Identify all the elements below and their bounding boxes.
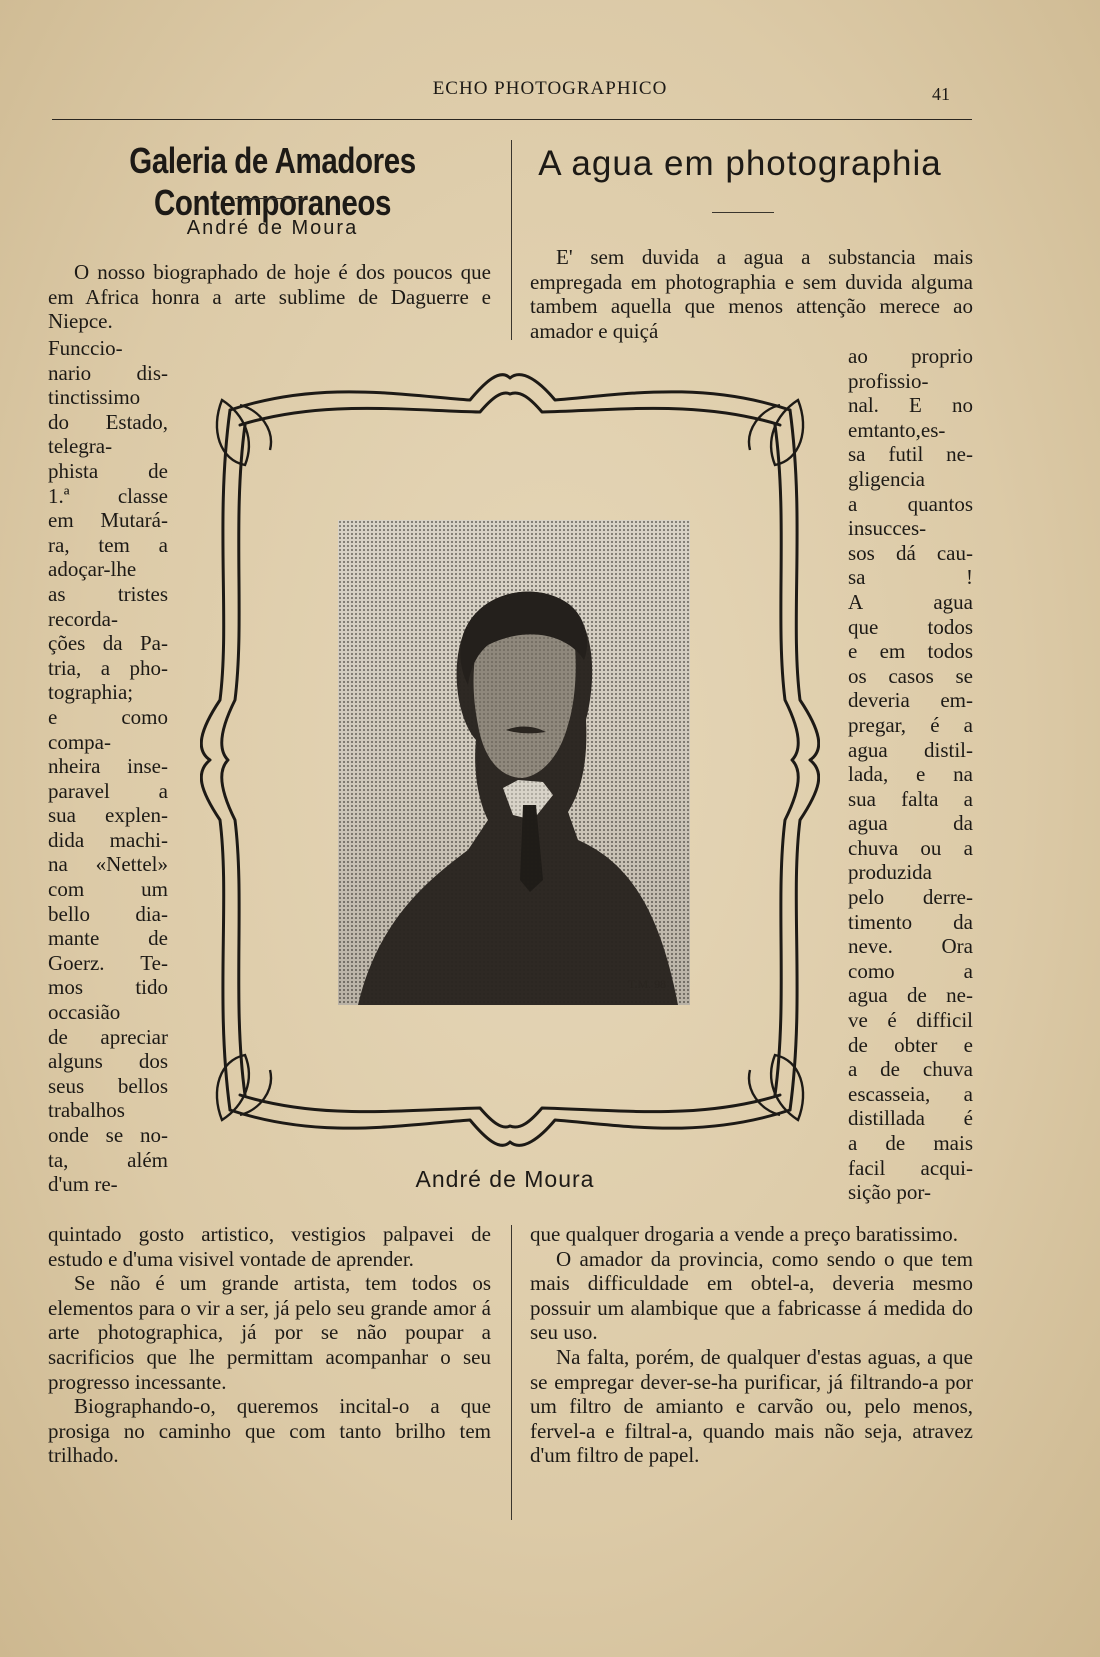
left-narrow-line: sua explen- bbox=[48, 803, 168, 828]
left-narrow-line: na «Nettel» bbox=[48, 852, 168, 877]
right-narrow-line: e em todos bbox=[848, 639, 973, 664]
left-narrow-line: de apreciar bbox=[48, 1024, 168, 1049]
left-narrow-line: Funccio- bbox=[48, 336, 123, 360]
right-paragraph-3: Na falta, porém, de qualquer d'estas aguas, a que se empregar dever-se-ha purificar, já filtrando-a por um filtro de amianto e carvão ou, pelo menos, fervel-a e filtral-a, quando mais não seja, atravez d'um filtro de papel. bbox=[530, 1344, 973, 1468]
right-narrow-column bbox=[848, 344, 973, 1205]
left-narrow-line: trabalhos bbox=[48, 1098, 125, 1123]
left-narrow-column bbox=[48, 336, 168, 1197]
right-narrow-line: facil acqui- bbox=[848, 1155, 973, 1180]
left-narrow-line: do Estado, bbox=[48, 409, 168, 434]
right-narrow-line: a de mais bbox=[848, 1131, 973, 1155]
right-narrow-line: insucces- bbox=[848, 516, 927, 541]
left-narrow-line: occasião bbox=[48, 1000, 121, 1025]
left-narrow-line: e como bbox=[48, 704, 168, 729]
left-continuation-text: quintado gosto artistico, vestigios palpavei de estudo e d'uma visivel vontade de aprender. bbox=[48, 1222, 491, 1271]
left-narrow-line: bello dia- bbox=[48, 901, 168, 926]
column-divider-top bbox=[511, 140, 512, 340]
right-narrow-line: os casos se bbox=[848, 663, 973, 688]
left-narrow-line: mante de bbox=[48, 926, 168, 951]
right-narrow-line: emtanto,es- bbox=[848, 417, 946, 442]
right-narrow-line: de obter e bbox=[848, 1032, 973, 1057]
header-rule bbox=[52, 119, 972, 120]
left-title-rule bbox=[235, 198, 305, 199]
right-narrow-line: escasseia, a bbox=[848, 1081, 973, 1106]
left-paragraph-2: Se não é um grande artista, tem todos os elementos para o vir a ser, já pelo seu grande amor á arte photographica, já por se não poupar a sacrificios que lhe permittam acompanhar o seu progresso incessante. bbox=[48, 1271, 491, 1394]
right-title-rule bbox=[712, 212, 774, 213]
right-narrow-line: a quantos bbox=[848, 491, 973, 516]
left-narrow-line: compa- bbox=[48, 729, 111, 754]
left-narrow-line: telegra- bbox=[48, 434, 113, 459]
left-narrow-line: d'um re- bbox=[48, 1172, 118, 1197]
right-narrow-line: ao proprio bbox=[848, 344, 973, 368]
portrait-monogram: T.M. 98 bbox=[628, 977, 667, 991]
right-narrow-line: como a bbox=[848, 958, 973, 983]
left-intro-text: O nosso biographado de hoje é dos poucos que em Africa honra a arte sublime de Daguerre e Niepce. bbox=[48, 260, 491, 334]
page-number: 41 bbox=[932, 84, 950, 104]
right-narrow-line: neve. Ora bbox=[848, 934, 973, 959]
right-continuation-text: que qualquer drogaria a vende a preço baratissimo. bbox=[530, 1222, 958, 1246]
right-narrow-line: produzida bbox=[848, 860, 932, 885]
ornamental-frame bbox=[200, 370, 820, 1150]
left-narrow-line: nario dis- bbox=[48, 360, 168, 385]
left-narrow-line: ta, além bbox=[48, 1147, 168, 1172]
left-narrow-line: seus bellos bbox=[48, 1073, 168, 1098]
right-narrow-line: a de chuva bbox=[848, 1057, 973, 1082]
right-narrow-line: ve é difficil bbox=[848, 1008, 973, 1033]
left-narrow-line: onde se no- bbox=[48, 1123, 168, 1147]
left-narrow-line: recorda- bbox=[48, 606, 118, 631]
left-article-subtitle: André de Moura bbox=[186, 217, 359, 239]
left-narrow-line: tographia; bbox=[48, 680, 134, 705]
left-narrow-line: alguns dos bbox=[48, 1049, 168, 1074]
left-narrow-line: nheira inse- bbox=[48, 754, 168, 779]
right-narrow-line: agua distil- bbox=[848, 737, 973, 762]
left-narrow-line: mos tido bbox=[48, 975, 168, 1000]
right-narrow-line: agua da bbox=[848, 811, 973, 836]
left-narrow-line: dida machi- bbox=[48, 827, 168, 852]
right-article-title: A agua em photographia bbox=[538, 144, 942, 183]
left-narrow-line: paravel a bbox=[48, 778, 168, 803]
right-narrow-line: timento da bbox=[848, 909, 973, 934]
left-narrow-line: tinctissimo bbox=[48, 385, 141, 410]
left-narrow-line: phista de bbox=[48, 458, 168, 483]
right-narrow-line: sos dá cau- bbox=[848, 540, 973, 565]
running-title: ECHO PHOTOGRAPHICO bbox=[432, 78, 668, 99]
right-narrow-line: deveria em- bbox=[848, 688, 973, 713]
right-narrow-line: sua falta a bbox=[848, 786, 973, 811]
left-narrow-line: em Mutará- bbox=[48, 508, 168, 533]
portrait-caption: André de Moura bbox=[415, 1166, 595, 1192]
left-narrow-line: ra, tem a bbox=[48, 532, 168, 557]
left-narrow-line: ções da Pa- bbox=[48, 631, 168, 656]
right-narrow-line: profissio- bbox=[848, 368, 929, 393]
right-narrow-line: agua de ne- bbox=[848, 983, 973, 1008]
right-narrow-line: nal. E no bbox=[848, 393, 973, 418]
left-narrow-line: 1.ª classe bbox=[48, 483, 168, 508]
right-continuation bbox=[530, 1222, 973, 1468]
left-paragraph-3: Biographando-o, queremos incital-o a que prosiga no caminho que com tanto brilho tem trilhado. bbox=[48, 1394, 491, 1468]
left-narrow-line: as tristes bbox=[48, 581, 168, 606]
right-intro-text: E' sem duvida a agua a substancia mais empregada em photographia e sem duvida alguma tambem aquella que menos attenção merece ao amador e quiçá bbox=[530, 245, 973, 343]
right-paragraph-2: O amador da provincia, como sendo o que tem mais difficuldade em obtel-a, deveria mesmo possuir um alambique que a fabricasse á medida do seu uso. bbox=[530, 1246, 973, 1345]
right-narrow-line: sa futil ne- bbox=[848, 442, 973, 467]
right-narrow-line: sição por- bbox=[848, 1180, 931, 1205]
column-divider-bottom bbox=[511, 1225, 512, 1520]
right-narrow-line: pelo derre- bbox=[848, 885, 973, 910]
right-narrow-line: A agua bbox=[848, 589, 973, 614]
right-narrow-line: pregar, é a bbox=[848, 712, 973, 737]
right-narrow-line: que todos bbox=[848, 614, 973, 639]
left-article-title: Galeria de Amadores Contemporaneos bbox=[129, 140, 416, 223]
right-intro-paragraph bbox=[530, 245, 973, 343]
right-narrow-line: chuva ou a bbox=[848, 835, 973, 860]
right-narrow-line: distillada é bbox=[848, 1106, 973, 1131]
right-narrow-line: lada, e na bbox=[848, 762, 973, 787]
left-continuation bbox=[48, 1222, 491, 1468]
left-narrow-line: com um bbox=[48, 877, 168, 902]
right-narrow-line: gligencia bbox=[848, 466, 925, 491]
left-narrow-line: tria, a pho- bbox=[48, 655, 168, 680]
left-narrow-line: adoçar-lhe bbox=[48, 557, 137, 582]
left-narrow-line: Goerz. Te- bbox=[48, 950, 168, 975]
left-intro-paragraph bbox=[48, 260, 491, 334]
right-narrow-line: sa ! bbox=[848, 565, 973, 590]
